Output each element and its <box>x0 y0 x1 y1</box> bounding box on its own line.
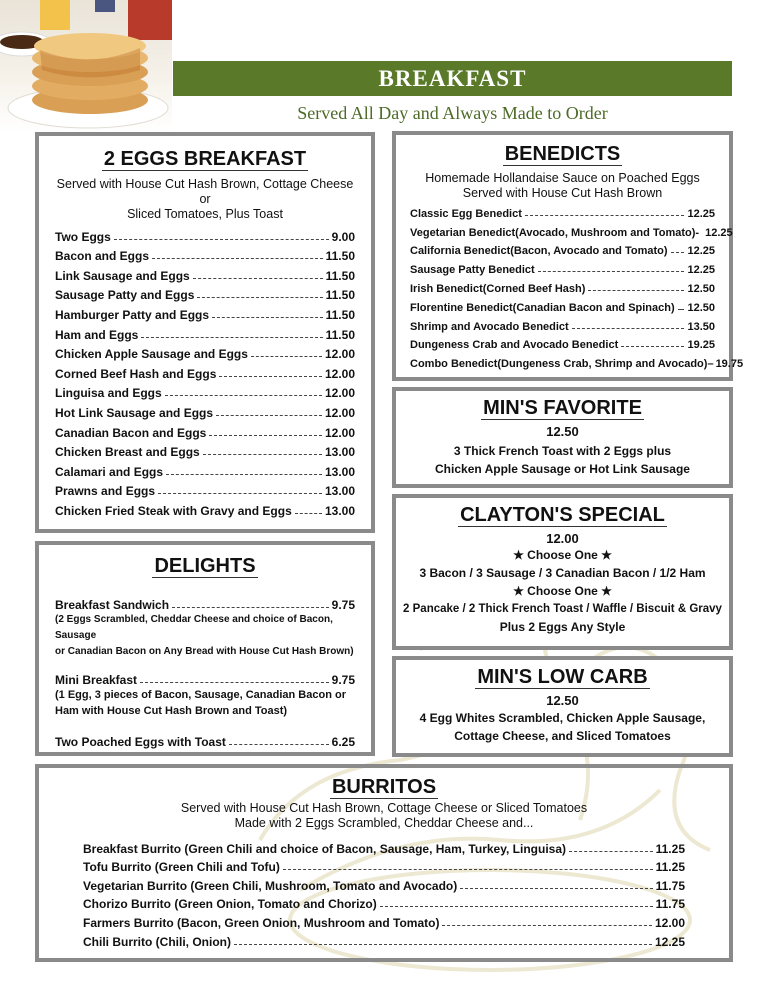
eggs-breakfast-section <box>35 132 375 533</box>
claytons-special-section <box>392 494 733 650</box>
claytons-option-line-3: Plus 2 Eggs Any Style <box>499 620 626 634</box>
benedicts-section <box>392 131 744 381</box>
menu-item: Chicken Fried Steak with Gravy and Eggs 13.00 <box>55 503 355 518</box>
menu-item: California Benedict(Bacon, Avocado and Tomato) 12.25 <box>410 245 715 258</box>
menu-item: Breakfast Burrito (Green Chili and choice of Bacon, Sausage, Ham, Turkey, Linguisa) 11.25 <box>83 841 685 856</box>
mins-low-carb-price: 12.50 <box>546 693 579 708</box>
claytons-option-line-1: 3 Bacon / 3 Sausage / 3 Canadian Bacon / 1/2 Ham <box>419 566 706 580</box>
burritos-desc-line-1: Served with House Cut Hash Brown, Cottage Cheese or Sliced Tomatoes <box>180 801 588 815</box>
mins-favorite-section <box>392 387 733 488</box>
menu-item: Hot Link Sausage and Eggs 12.00 <box>55 405 355 420</box>
menu-item: Shrimp and Avocado Benedict 13.50 <box>410 320 715 333</box>
menu-item: Bacon and Eggs 11.50 <box>55 249 355 264</box>
menu-item: Two Poached Eggs with Toast 6.25 <box>55 734 355 749</box>
menu-item: Ham and Eggs 11.50 <box>55 327 355 342</box>
delights-title: DELIGHTS <box>154 555 256 577</box>
benedicts-desc-line-1: Homemade Hollandaise Sauce on Poached Eggs <box>425 171 700 185</box>
breakfast-sandwich-item <box>55 592 355 660</box>
strawberries-bowl <box>128 0 172 40</box>
breakfast-sandwich-desc-2: or Canadian Bacon on Any Bread with House Cut Hash Brown) <box>55 645 354 657</box>
burritos-description <box>83 801 685 831</box>
menu-item: Classic Egg Benedict 12.25 <box>410 207 715 220</box>
mini-breakfast-desc-2: Ham with House Cut Hash Brown and Toast) <box>55 705 288 718</box>
menu-item: Linguisa and Eggs 12.00 <box>55 386 355 401</box>
menu-item: Vegetarian Benedict(Avocado, Mushroom and Tomato)- 12.25 <box>410 226 733 239</box>
pancake-illustration <box>0 0 172 132</box>
mins-favorite-line-1: 3 Thick French Toast with 2 Eggs plus <box>453 444 672 458</box>
mins-favorite-title: MIN'S FAVORITE <box>483 397 642 419</box>
menu-item: Mini Breakfast 9.75 <box>55 673 355 688</box>
poached-eggs-item <box>55 729 355 749</box>
eggs-breakfast-description <box>55 177 355 222</box>
menu-item: Calamari and Eggs 13.00 <box>55 464 355 479</box>
menu-item: Chili Burrito (Chili, Onion) 12.25 <box>83 934 685 949</box>
benedicts-description <box>410 171 715 201</box>
menu-item: Combo Benedict(Dungeness Crab, Shrimp and Avocado)– 19.75 <box>410 358 744 371</box>
burritos-section <box>35 764 733 962</box>
eggs-desc-line-1: Served with House Cut Hash Brown, Cottage Cheese or <box>56 177 354 206</box>
menu-item: Dungeness Crab and Avocado Benedict 19.25 <box>410 339 715 352</box>
menu-item: Chicken Apple Sausage and Eggs 12.00 <box>55 347 355 362</box>
menu-item: Chorizo Burrito (Green Onion, Tomato and Chorizo) 11.75 <box>83 897 685 912</box>
claytons-special-price: 12.00 <box>546 531 579 546</box>
mins-low-carb-title: MIN'S LOW CARB <box>477 666 648 688</box>
page-subtitle: Served All Day and Always Made to Order <box>297 103 608 123</box>
burritos-title: BURRITOS <box>331 776 437 798</box>
menu-item: Link Sausage and Eggs 11.50 <box>55 268 355 283</box>
menu-item: Canadian Bacon and Eggs 12.00 <box>55 425 355 440</box>
orange-juice-glass <box>40 0 70 30</box>
menu-item: Florentine Benedict(Canadian Bacon and Spinach) 12.50 <box>410 301 715 314</box>
menu-item: Corned Beef Hash and Eggs 12.00 <box>55 366 355 381</box>
choose-one-label-1: ★ Choose One ★ <box>513 548 612 562</box>
delights-section <box>35 541 375 756</box>
title-banner <box>173 61 732 96</box>
breakfast-sandwich-desc-1: (2 Eggs Scrambled, Cheddar Cheese and choice of Bacon, Sausage <box>55 613 333 641</box>
mins-low-carb-section <box>392 656 733 757</box>
eggs-breakfast-title: 2 EGGS BREAKFAST <box>103 148 307 170</box>
menu-item: Breakfast Sandwich 9.75 <box>55 597 355 612</box>
claytons-special-title: CLAYTON'S SPECIAL <box>460 504 665 526</box>
benedicts-title: BENEDICTS <box>504 143 621 165</box>
menu-item: Two Eggs 9.00 <box>55 229 355 244</box>
burritos-desc-line-2: Made with 2 Eggs Scrambled, Cheddar Cheese and... <box>234 816 534 830</box>
eggs-desc-line-2: Sliced Tomatoes, Plus Toast <box>127 207 283 221</box>
berries-bowl <box>95 0 115 12</box>
choose-one-label-2: ★ Choose One ★ <box>513 584 612 598</box>
pancake-photo <box>0 0 172 132</box>
menu-item: Sausage Patty and Eggs 11.50 <box>55 288 355 303</box>
menu-item: Hamburger Patty and Eggs 11.50 <box>55 307 355 322</box>
claytons-option-line-2: 2 Pancake / 2 Thick French Toast / Waffle / Biscuit & Gravy <box>403 603 722 615</box>
mins-low-carb-line-1: 4 Egg Whites Scrambled, Chicken Apple Sausage, <box>419 711 706 725</box>
page-title: BREAKFAST <box>378 66 527 91</box>
menu-item: Chicken Breast and Eggs 13.00 <box>55 445 355 460</box>
menu-item: Vegetarian Burrito (Green Chili, Mushroom, Tomato and Avocado) 11.75 <box>83 878 685 893</box>
mini-breakfast-desc-1: (1 Egg, 3 pieces of Bacon, Sausage, Canadian Bacon or <box>55 689 346 702</box>
benedicts-desc-line-2: Served with House Cut Hash Brown <box>462 186 663 200</box>
mins-favorite-price: 12.50 <box>546 424 579 439</box>
menu-item: Farmers Burrito (Bacon, Green Onion, Mushroom and Tomato) 12.00 <box>83 915 685 930</box>
mins-favorite-line-2: Chicken Apple Sausage or Hot Link Sausage <box>435 462 690 476</box>
burritos-menu-list <box>83 837 685 949</box>
menu-item: Irish Benedict(Corned Beef Hash) 12.50 <box>410 282 715 295</box>
menu-item: Tofu Burrito (Green Chili and Tofu) 11.25 <box>83 860 685 875</box>
mini-breakfast-item <box>55 668 355 720</box>
mins-low-carb-line-2: Cottage Cheese, and Sliced Tomatoes <box>454 729 671 743</box>
benedicts-menu-list <box>410 201 744 371</box>
menu-item: Prawns and Eggs 13.00 <box>55 484 355 499</box>
eggs-menu-list <box>55 224 355 518</box>
menu-item: Sausage Patty Benedict 12.25 <box>410 264 715 277</box>
